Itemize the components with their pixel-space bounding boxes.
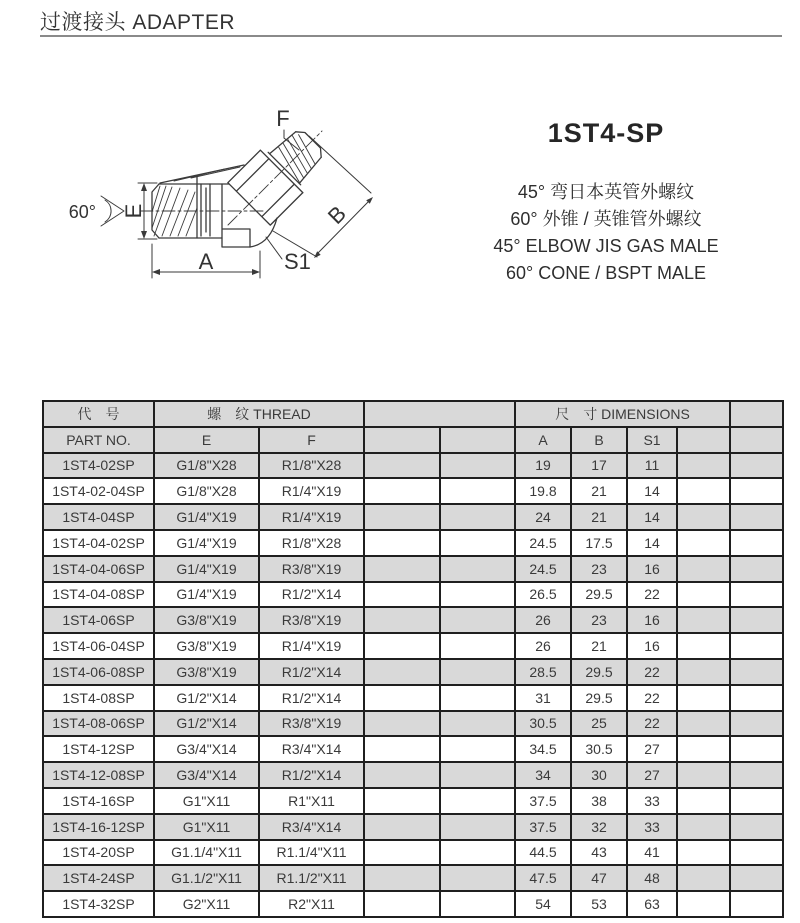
label-a: A	[198, 249, 214, 274]
cell-blank	[677, 736, 730, 762]
cell-dim-s1: 14	[627, 478, 677, 504]
cell-thread-e: G1.1/2"X11	[154, 865, 259, 891]
product-model: 1ST4-SP	[547, 118, 665, 148]
cell-dim-b: 53	[571, 891, 627, 917]
table-row	[43, 736, 783, 762]
cell-thread-e: G1/4"X19	[154, 530, 259, 556]
cell-dim-a: 31	[515, 685, 571, 711]
cell-blank	[440, 788, 515, 814]
cell-dim-s1: 33	[627, 788, 677, 814]
cell-dim-b: 25	[571, 711, 627, 737]
cell-thread-e: G1"X11	[154, 814, 259, 840]
cell-part-no: 1ST4-04SP	[43, 504, 154, 530]
cell-blank	[730, 736, 783, 762]
label-s1: S1	[284, 249, 311, 274]
cell-part-no: 1ST4-06-08SP	[43, 659, 154, 685]
cell-blank	[730, 788, 783, 814]
cell-blank	[440, 504, 515, 530]
label-cone-angle: 60°	[68, 202, 96, 222]
cell-blank	[677, 530, 730, 556]
cell-blank	[440, 582, 515, 608]
header-col-blank-1	[364, 427, 440, 453]
label-f: F	[276, 106, 290, 131]
cell-part-no: 1ST4-16SP	[43, 788, 154, 814]
cell-blank	[364, 478, 440, 504]
cell-dim-b: 30	[571, 762, 627, 788]
cell-part-no: 1ST4-04-02SP	[43, 530, 154, 556]
cell-dim-a: 34.5	[515, 736, 571, 762]
cell-thread-e: G1/8"X28	[154, 453, 259, 479]
cell-dim-b: 17	[571, 453, 627, 479]
table-row	[43, 530, 783, 556]
header-thread-group: 螺 纹 THREAD	[154, 401, 364, 427]
header-part-no-cn: 代 号	[43, 401, 154, 427]
spec-table	[42, 400, 784, 918]
cell-dim-b: 21	[571, 478, 627, 504]
cell-blank	[730, 891, 783, 917]
cell-dim-a: 28.5	[515, 659, 571, 685]
cell-part-no: 1ST4-06-04SP	[43, 633, 154, 659]
cell-blank	[440, 607, 515, 633]
cell-dim-b: 47	[571, 865, 627, 891]
cell-blank	[677, 607, 730, 633]
cell-thread-f: R1/2"X14	[259, 685, 364, 711]
cell-dim-b: 38	[571, 788, 627, 814]
cell-blank	[730, 478, 783, 504]
cell-thread-e: G3/8"X19	[154, 607, 259, 633]
cell-thread-e: G1.1/4"X11	[154, 840, 259, 866]
cell-blank	[364, 530, 440, 556]
cell-thread-f: R1/8"X28	[259, 530, 364, 556]
desc-line-en-2: 60° CONE / BSPT MALE	[506, 263, 706, 283]
cell-blank	[364, 685, 440, 711]
cell-blank	[364, 582, 440, 608]
table-row	[43, 788, 783, 814]
cell-thread-e: G1/8"X28	[154, 478, 259, 504]
product-block	[420, 118, 792, 287]
label-b: B	[322, 200, 351, 229]
cell-blank	[440, 865, 515, 891]
cell-dim-a: 30.5	[515, 711, 571, 737]
label-e: E	[121, 203, 146, 219]
cell-part-no: 1ST4-02SP	[43, 453, 154, 479]
cell-blank	[730, 840, 783, 866]
cell-thread-f: R3/8"X19	[259, 607, 364, 633]
cell-dim-a: 26	[515, 633, 571, 659]
cell-blank	[730, 582, 783, 608]
cell-part-no: 1ST4-06SP	[43, 607, 154, 633]
cell-blank	[677, 556, 730, 582]
cell-blank	[440, 711, 515, 737]
cell-dim-s1: 27	[627, 762, 677, 788]
cell-part-no: 1ST4-24SP	[43, 865, 154, 891]
cell-blank	[364, 762, 440, 788]
cell-blank	[730, 685, 783, 711]
cell-thread-f: R1.1/4"X11	[259, 840, 364, 866]
table-row	[43, 762, 783, 788]
cell-blank	[677, 659, 730, 685]
cell-dim-b: 29.5	[571, 659, 627, 685]
cell-dim-s1: 22	[627, 685, 677, 711]
header-col-s1: S1	[627, 427, 677, 453]
cell-blank	[677, 840, 730, 866]
cell-dim-b: 29.5	[571, 582, 627, 608]
header-col-a: A	[515, 427, 571, 453]
cell-blank	[364, 865, 440, 891]
cell-dim-s1: 16	[627, 633, 677, 659]
cell-dim-b: 32	[571, 814, 627, 840]
cell-blank	[364, 633, 440, 659]
header-blank-last	[730, 401, 783, 427]
cell-dim-a: 54	[515, 891, 571, 917]
cell-dim-s1: 22	[627, 711, 677, 737]
header-col-b: B	[571, 427, 627, 453]
cell-blank	[364, 814, 440, 840]
cell-blank	[364, 556, 440, 582]
cell-part-no: 1ST4-12-08SP	[43, 762, 154, 788]
cell-blank	[364, 504, 440, 530]
cell-blank	[677, 453, 730, 479]
cell-thread-e: G3/8"X19	[154, 633, 259, 659]
header-col-blank-3	[677, 427, 730, 453]
cell-dim-a: 24.5	[515, 530, 571, 556]
header-col-blank-2	[440, 427, 515, 453]
cell-dim-a: 34	[515, 762, 571, 788]
cell-blank	[364, 711, 440, 737]
cell-dim-s1: 48	[627, 865, 677, 891]
cell-blank	[364, 607, 440, 633]
cell-blank	[364, 840, 440, 866]
table-row	[43, 814, 783, 840]
table-row	[43, 685, 783, 711]
table-row	[43, 659, 783, 685]
table-row	[43, 711, 783, 737]
table-row	[43, 504, 783, 530]
cell-dim-b: 43	[571, 840, 627, 866]
table-row	[43, 556, 783, 582]
cell-thread-e: G1/4"X19	[154, 504, 259, 530]
cell-blank	[677, 582, 730, 608]
cell-dim-s1: 27	[627, 736, 677, 762]
cell-blank	[730, 556, 783, 582]
cell-dim-a: 44.5	[515, 840, 571, 866]
cell-dim-b: 17.5	[571, 530, 627, 556]
cell-part-no: 1ST4-02-04SP	[43, 478, 154, 504]
title-rule	[40, 35, 782, 37]
cell-blank	[440, 762, 515, 788]
cell-blank	[440, 814, 515, 840]
cell-dim-s1: 11	[627, 453, 677, 479]
cell-blank	[440, 556, 515, 582]
cell-dim-a: 24	[515, 504, 571, 530]
header-col-e: E	[154, 427, 259, 453]
cell-thread-f: R3/8"X19	[259, 711, 364, 737]
cell-dim-s1: 16	[627, 556, 677, 582]
cell-blank	[440, 633, 515, 659]
cell-thread-e: G3/4"X14	[154, 762, 259, 788]
cell-dim-a: 24.5	[515, 556, 571, 582]
cell-dim-b: 21	[571, 633, 627, 659]
cell-dim-a: 26	[515, 607, 571, 633]
desc-line-en-1: 45° ELBOW JIS GAS MALE	[493, 236, 719, 256]
cell-blank	[730, 711, 783, 737]
fitting-drawing	[40, 88, 420, 323]
cell-blank	[440, 659, 515, 685]
cell-blank	[677, 788, 730, 814]
header-part-no-en: PART NO.	[43, 427, 154, 453]
cell-thread-f: R1/4"X19	[259, 478, 364, 504]
cell-thread-f: R1/2"X14	[259, 659, 364, 685]
cell-thread-f: R1"X11	[259, 788, 364, 814]
cell-blank	[677, 814, 730, 840]
cell-blank	[440, 736, 515, 762]
cell-dim-s1: 33	[627, 814, 677, 840]
desc-line-cn-1: 45° 弯日本英管外螺纹	[517, 182, 695, 202]
left-thread-hatch	[152, 167, 240, 236]
cell-dim-b: 29.5	[571, 685, 627, 711]
cell-part-no: 1ST4-20SP	[43, 840, 154, 866]
cell-blank	[364, 659, 440, 685]
table-row	[43, 453, 783, 479]
cell-thread-e: G1/4"X19	[154, 556, 259, 582]
table-row	[43, 633, 783, 659]
cell-blank	[677, 891, 730, 917]
cell-blank	[730, 607, 783, 633]
header-row-groups	[43, 401, 783, 427]
cell-dim-s1: 22	[627, 582, 677, 608]
cell-blank	[677, 762, 730, 788]
cell-part-no: 1ST4-08-06SP	[43, 711, 154, 737]
cell-blank	[677, 865, 730, 891]
cell-dim-s1: 22	[627, 659, 677, 685]
cell-part-no: 1ST4-04-06SP	[43, 556, 154, 582]
cell-part-no: 1ST4-08SP	[43, 685, 154, 711]
cell-thread-e: G2"X11	[154, 891, 259, 917]
cell-part-no: 1ST4-12SP	[43, 736, 154, 762]
table-row	[43, 478, 783, 504]
cell-dim-a: 19.8	[515, 478, 571, 504]
page-title: 过渡接头 ADAPTER	[40, 11, 236, 34]
cell-blank	[730, 865, 783, 891]
cell-dim-a: 26.5	[515, 582, 571, 608]
cell-blank	[730, 633, 783, 659]
table-row	[43, 891, 783, 917]
cell-blank	[730, 814, 783, 840]
header-blank-group	[364, 401, 515, 427]
cell-thread-e: G3/8"X19	[154, 659, 259, 685]
header-row-columns	[43, 427, 783, 453]
table-row	[43, 840, 783, 866]
cell-thread-f: R1.1/2"X11	[259, 865, 364, 891]
cell-blank	[364, 788, 440, 814]
cell-dim-s1: 41	[627, 840, 677, 866]
cell-thread-e: G3/4"X14	[154, 736, 259, 762]
cell-dim-b: 21	[571, 504, 627, 530]
cell-blank	[730, 530, 783, 556]
product-descriptions	[420, 179, 792, 287]
spec-table-body	[43, 453, 783, 917]
cell-blank	[364, 891, 440, 917]
cell-blank	[677, 504, 730, 530]
cell-blank	[440, 891, 515, 917]
cell-dim-b: 23	[571, 607, 627, 633]
cell-blank	[730, 762, 783, 788]
table-row	[43, 582, 783, 608]
cell-blank	[677, 478, 730, 504]
cell-part-no: 1ST4-32SP	[43, 891, 154, 917]
cell-thread-f: R3/4"X14	[259, 736, 364, 762]
header-col-f: F	[259, 427, 364, 453]
cell-thread-f: R2"X11	[259, 891, 364, 917]
cell-blank	[364, 736, 440, 762]
cell-thread-f: R1/2"X14	[259, 582, 364, 608]
cell-part-no: 1ST4-16-12SP	[43, 814, 154, 840]
desc-line-cn-2: 60° 外锥 / 英锥管外螺纹	[510, 209, 702, 229]
cell-blank	[730, 659, 783, 685]
cell-blank	[677, 711, 730, 737]
cell-part-no: 1ST4-04-08SP	[43, 582, 154, 608]
cell-blank	[677, 633, 730, 659]
cell-blank	[440, 685, 515, 711]
cell-dim-b: 23	[571, 556, 627, 582]
header-col-blank-4	[730, 427, 783, 453]
cell-dim-s1: 14	[627, 530, 677, 556]
cell-thread-f: R3/4"X14	[259, 814, 364, 840]
cell-thread-f: R1/2"X14	[259, 762, 364, 788]
cell-thread-f: R1/4"X19	[259, 504, 364, 530]
table-row	[43, 865, 783, 891]
cell-blank	[440, 840, 515, 866]
cell-blank	[440, 453, 515, 479]
cell-thread-e: G1/2"X14	[154, 685, 259, 711]
cell-blank	[730, 453, 783, 479]
cell-dim-a: 37.5	[515, 788, 571, 814]
cell-thread-e: G1/2"X14	[154, 711, 259, 737]
cell-dim-a: 37.5	[515, 814, 571, 840]
cell-dim-a: 19	[515, 453, 571, 479]
cell-blank	[677, 685, 730, 711]
cell-blank	[364, 453, 440, 479]
cell-dim-b: 30.5	[571, 736, 627, 762]
cell-thread-f: R1/8"X28	[259, 453, 364, 479]
cell-dim-s1: 63	[627, 891, 677, 917]
cell-thread-e: G1/4"X19	[154, 582, 259, 608]
header-dimensions-group: 尺 寸 DIMENSIONS	[515, 401, 730, 427]
table-row	[43, 607, 783, 633]
cell-thread-f: R1/4"X19	[259, 633, 364, 659]
cell-blank	[440, 478, 515, 504]
branch-thread-hatch	[272, 131, 323, 182]
cell-dim-s1: 14	[627, 504, 677, 530]
cell-dim-s1: 16	[627, 607, 677, 633]
cell-blank	[730, 504, 783, 530]
cell-thread-f: R3/8"X19	[259, 556, 364, 582]
cell-blank	[440, 530, 515, 556]
cell-dim-a: 47.5	[515, 865, 571, 891]
cell-thread-e: G1"X11	[154, 788, 259, 814]
